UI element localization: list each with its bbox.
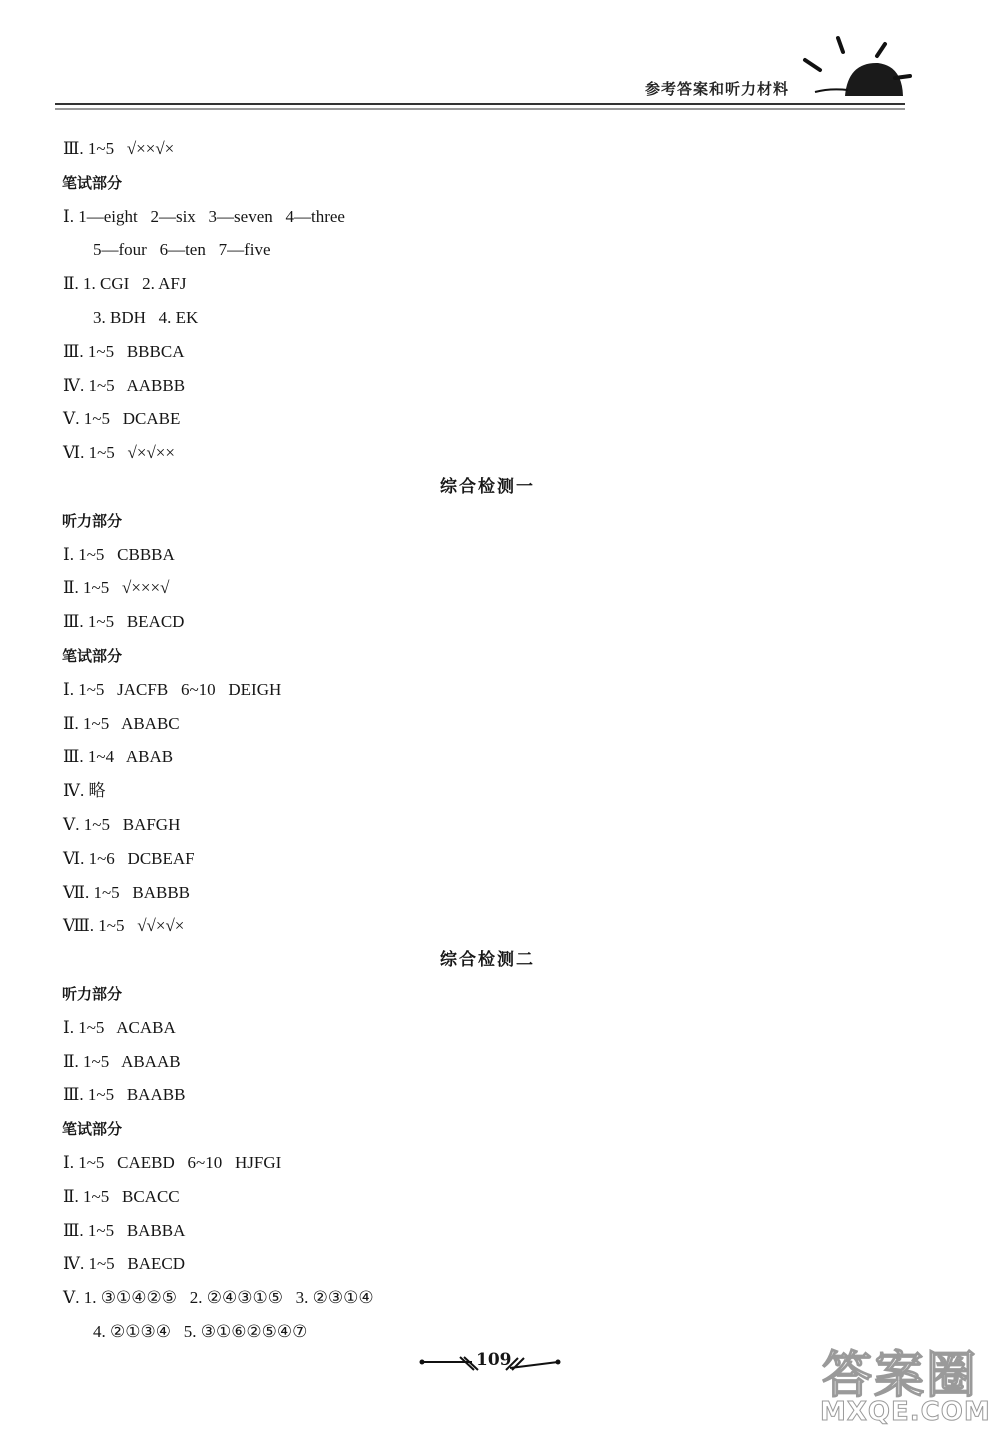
- answer-line: Ⅵ. 1~6 DCBEAF: [63, 848, 195, 868]
- section-title: 综合检测二: [440, 950, 535, 971]
- answer-line: Ⅰ. 1~5 CAEBD 6~10 HJFGI: [63, 1153, 282, 1172]
- answer-line-continuation: 3. BDH 4. EK: [93, 308, 199, 327]
- running-header: 参考答案和听力材料: [645, 80, 790, 98]
- answer-line: Ⅳ. 略: [63, 781, 106, 801]
- section-label: 听力部分: [62, 985, 123, 1003]
- answer-line: Ⅲ. 1~4 ABAB: [63, 747, 174, 767]
- watermark-title: 答案圈: [822, 1346, 978, 1404]
- answer-line-continuation: 4. ②①③④ 5. ③①⑥②⑤④⑦: [93, 1322, 308, 1341]
- answer-line: Ⅰ. 1—eight 2—six 3—seven 4—three: [63, 206, 345, 226]
- answer-line: Ⅲ. 1~5 BAABB: [63, 1085, 186, 1105]
- answer-line: Ⅲ. 1~5 √××√×: [63, 139, 175, 158]
- answer-line: Ⅱ. 1~5 ABABC: [63, 713, 180, 733]
- answer-line: Ⅴ. 1~5 DCABE: [63, 409, 181, 429]
- answer-line: Ⅰ. 1~5 CBBBA: [63, 544, 175, 564]
- answer-line: Ⅳ. 1~5 BAECD: [63, 1254, 186, 1274]
- answer-line: Ⅲ. 1~5 BEACD: [63, 612, 185, 632]
- answer-line-continuation: 5—four 6—ten 7—five: [93, 240, 271, 260]
- section-label: 笔试部分: [62, 647, 123, 665]
- answer-line: Ⅲ. 1~5 BABBA: [63, 1220, 186, 1240]
- answer-line: Ⅵ. 1~5 √×√××: [63, 443, 175, 463]
- header-decoration: [0, 0, 1000, 120]
- answer-line: Ⅷ. 1~5 √√×√×: [63, 916, 185, 936]
- section-label: 笔试部分: [62, 1120, 123, 1139]
- answer-line: Ⅱ. 1~5 BCACC: [63, 1186, 180, 1206]
- answer-line: Ⅶ. 1~5 BABBB: [63, 882, 191, 902]
- page-number: 109: [476, 1350, 512, 1370]
- answer-line: Ⅱ. 1. CGI 2. AFJ: [63, 274, 187, 294]
- answer-line: Ⅳ. 1~5 AABBB: [63, 375, 186, 395]
- answer-line: Ⅰ. 1~5 JACFB 6~10 DEIGH: [63, 679, 282, 699]
- answer-line: Ⅴ. 1. ③①④②⑤ 2. ②④③①⑤ 3. ②③①④: [63, 1288, 374, 1308]
- watermark-logo: [810, 1335, 1000, 1433]
- section-label: 听力部分: [62, 511, 123, 530]
- section-title: 综合检测一: [440, 477, 535, 497]
- answer-line: Ⅱ. 1~5 √×××√: [63, 578, 170, 598]
- watermark-url: MXQE.COM: [820, 1397, 991, 1427]
- answer-line: Ⅲ. 1~5 BBBCA: [63, 341, 185, 361]
- answer-line: Ⅰ. 1~5 ACABA: [63, 1017, 176, 1037]
- section-label: 笔试部分: [62, 173, 123, 192]
- answer-line: Ⅴ. 1~5 BAFGH: [63, 815, 181, 834]
- answer-line: Ⅱ. 1~5 ABAAB: [63, 1051, 181, 1071]
